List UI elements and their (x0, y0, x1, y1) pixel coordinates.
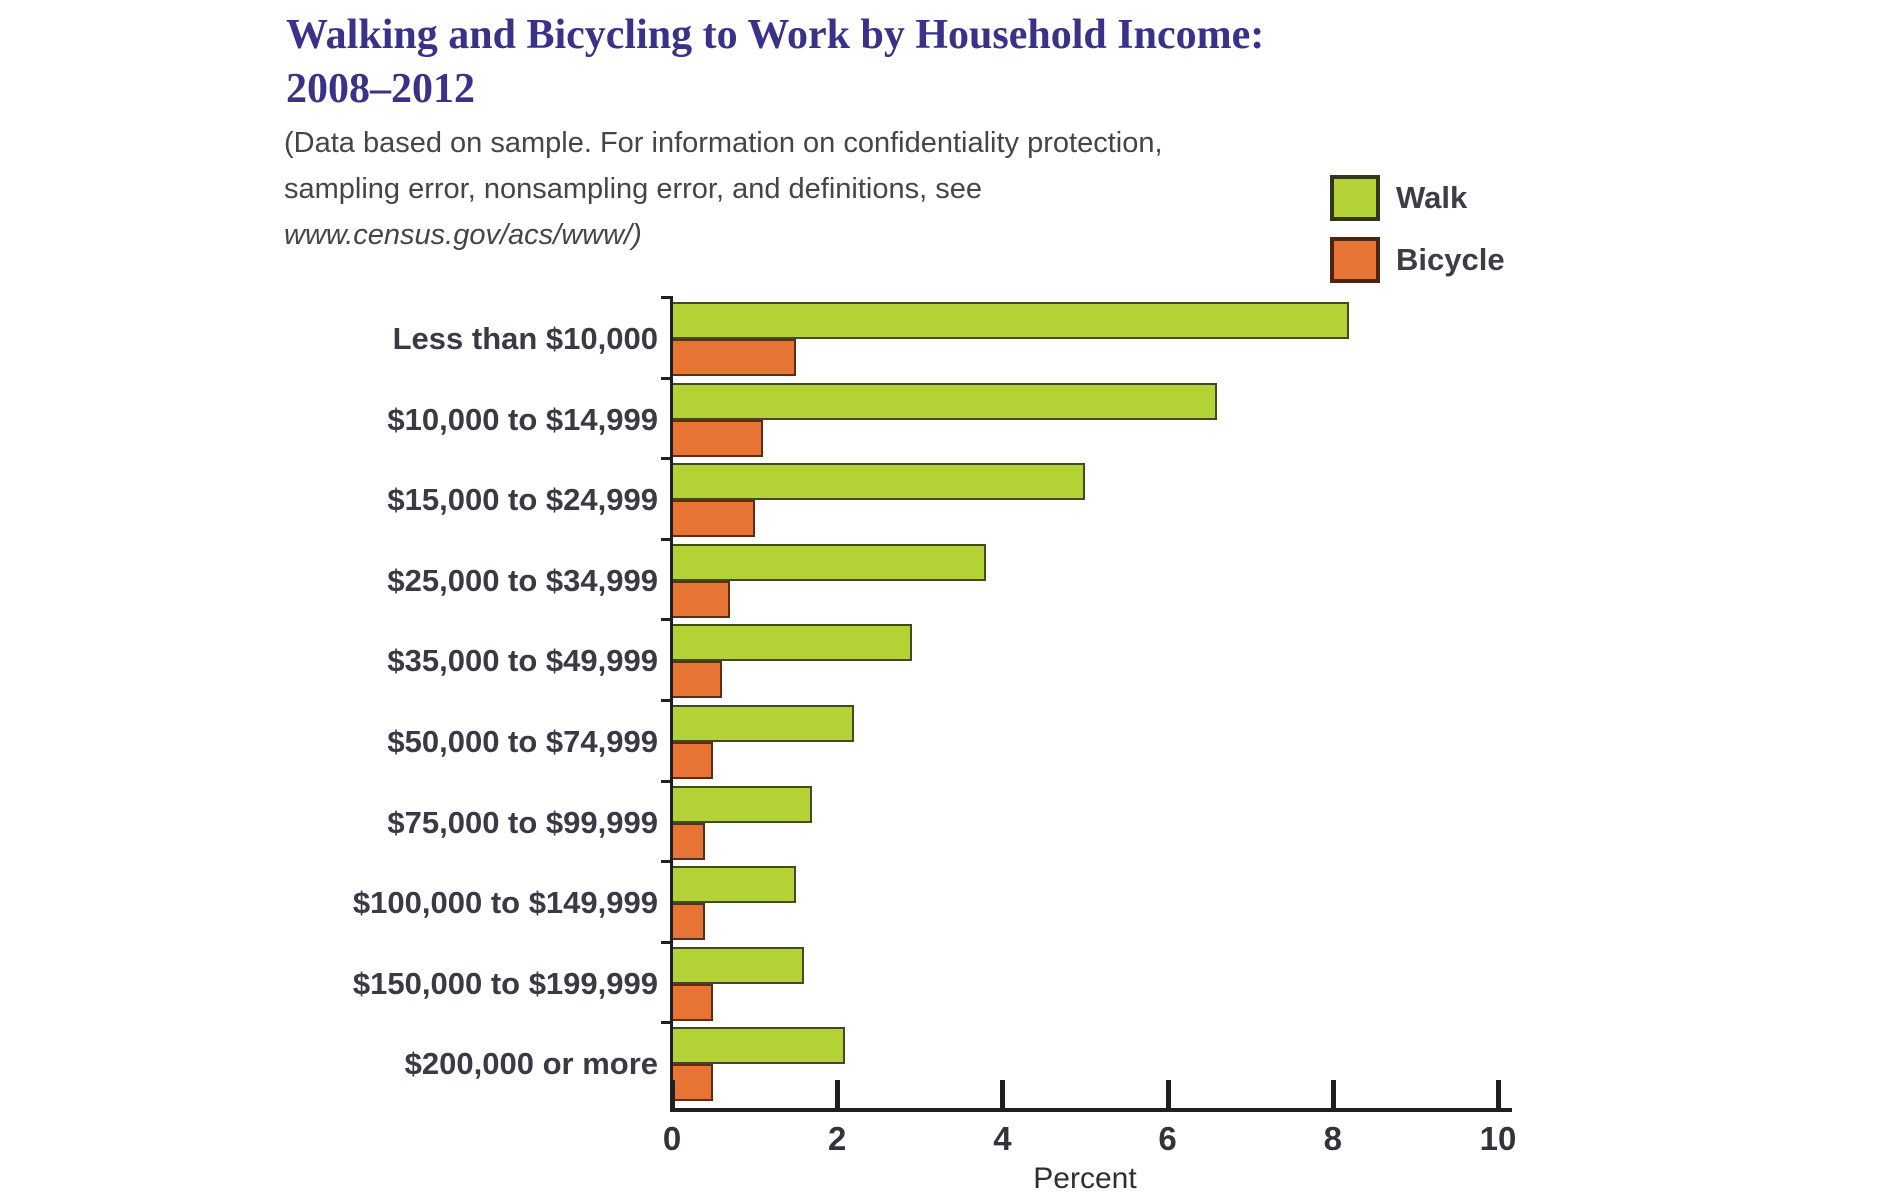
bar-bicycle (670, 742, 713, 779)
category-label: $10,000 to $14,999 (387, 401, 658, 437)
x-axis-tick (1496, 1080, 1501, 1108)
bar-walk (670, 302, 1349, 339)
category-label: $35,000 to $49,999 (387, 643, 658, 679)
bar-walk (670, 786, 812, 823)
category-label: $50,000 to $74,999 (387, 724, 658, 759)
bicycle-legend-label: Bicycle (1396, 242, 1505, 277)
category-label: $25,000 to $34,999 (387, 562, 658, 598)
bar-bicycle (670, 1064, 713, 1101)
x-axis-title: Percent (1033, 1162, 1137, 1195)
subtitle-url: www.census.gov/acs/www/) (284, 219, 642, 251)
bar-bicycle (670, 823, 705, 860)
category-label: $100,000 to $149,999 (352, 885, 658, 921)
x-axis-tick (1331, 1080, 1336, 1108)
category-label: Less than $10,000 (392, 321, 658, 356)
bar-bicycle (670, 581, 730, 618)
x-axis-tick (670, 1080, 675, 1108)
bar-walk (670, 947, 804, 984)
subtitle-line-1: (Data based on sample. For information on confidentiality protection, (284, 127, 1163, 159)
x-tick-label: 4 (993, 1120, 1012, 1157)
x-axis-tick (1000, 1080, 1005, 1108)
bar-bicycle (670, 420, 763, 457)
x-tick-label: 0 (662, 1120, 682, 1157)
x-tick-label: 6 (1158, 1120, 1177, 1157)
bar-bicycle (670, 984, 713, 1021)
title-line-2: 2008–2012 (286, 66, 475, 112)
bar-walk (670, 705, 854, 742)
walk-legend-label: Walk (1396, 180, 1468, 215)
bar-walk (670, 463, 1085, 500)
x-axis-line (670, 1108, 1512, 1112)
category-label: $15,000 to $24,999 (387, 482, 658, 518)
bar-walk (670, 624, 912, 661)
x-tick-label: 10 (1479, 1120, 1517, 1157)
x-tick-label: 8 (1323, 1120, 1342, 1157)
bar-walk (670, 866, 796, 903)
subtitle-line-2: sampling error, nonsampling error, and definitions, see (284, 173, 982, 205)
bar-bicycle (670, 339, 796, 376)
bar-bicycle (670, 500, 755, 537)
title-line-1: Walking and Bicycling to Work by Household Income: (286, 12, 1265, 58)
x-axis-tick (1166, 1080, 1171, 1108)
y-axis-line (670, 296, 673, 1110)
category-label: $75,000 to $99,999 (387, 804, 658, 840)
bar-bicycle (670, 661, 722, 698)
bar-walk (670, 1027, 845, 1064)
category-label: $150,000 to $199,999 (352, 965, 658, 1001)
bar-bicycle (670, 903, 705, 940)
bar-walk (670, 383, 1217, 420)
bar-walk (670, 544, 986, 581)
x-tick-label: 2 (828, 1120, 847, 1157)
category-label: $200,000 or more (404, 1046, 658, 1082)
x-axis-tick (835, 1080, 840, 1108)
